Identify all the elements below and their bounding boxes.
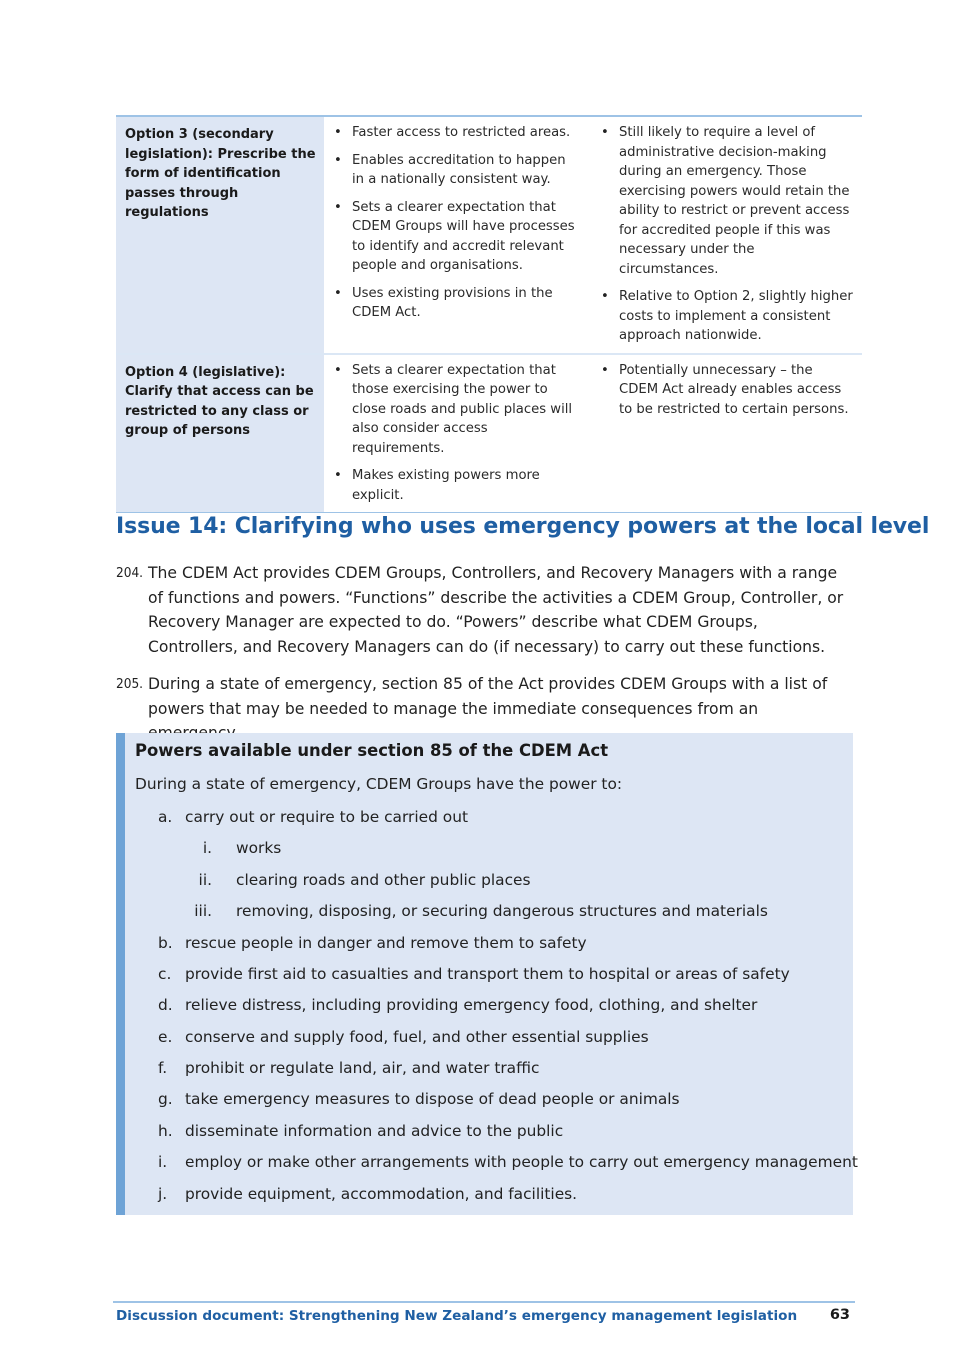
list-item: • Enables accreditation to happen in a nationally consistent way. xyxy=(332,151,581,190)
list-item: • Uses existing provisions in the CDEM Act. xyxy=(332,284,581,323)
list-marker: iii. xyxy=(194,902,212,920)
list-marker: j. xyxy=(158,1185,168,1203)
list-item-text: works xyxy=(236,839,282,857)
list-item-text: conserve and supply food, fuel, and other essential supplies xyxy=(185,1028,649,1046)
list-item: • Potentially unnecessary – the CDEM Act already enables access to be restricted to certain persons. xyxy=(599,361,854,420)
list-marker: i. xyxy=(202,839,212,857)
table-row-option-4 xyxy=(116,354,862,513)
list-item-text: disseminate information and advice to the public xyxy=(185,1122,564,1140)
list-item-text: provide equipment, accommodation, and facilities. xyxy=(185,1185,578,1203)
list-item-text: carry out or require to be carried out xyxy=(185,808,468,826)
list-marker: h. xyxy=(158,1122,173,1140)
paragraph-number: 205. xyxy=(116,676,144,692)
list-marker: e. xyxy=(158,1028,173,1046)
table-row-option-3 xyxy=(116,116,862,354)
list-marker: c. xyxy=(158,965,172,983)
option-label: Option 4 (legislative): Clarify that access can be restricted to any class or group of persons xyxy=(116,354,324,513)
list-item-text: provide first aid to casualties and transport them to hospital or areas of safety xyxy=(185,965,790,983)
list-item: • Faster access to restricted areas. xyxy=(332,123,581,143)
option-drawbacks xyxy=(591,116,862,354)
paragraph-204 xyxy=(116,561,846,659)
list-item-text: relieve distress, including providing emergency food, clothing, and shelter xyxy=(185,996,758,1014)
paragraph-text: The CDEM Act provides CDEM Groups, Controllers, and Recovery Managers with a range of functions and powers. “Functions” describe the activities a CDEM Group, Controller, or Recovery Manager are expected to do. “Powers” describe what CDEM Groups, Controllers, and Recovery Managers can do (if necessary) to carry out these functions. xyxy=(148,564,844,656)
box-intro: During a state of emergency, CDEM Groups have the power to: xyxy=(135,775,623,793)
list-item-text: employ or make other arrangements with people to carry out emergency management xyxy=(185,1153,858,1171)
list-item: • Sets a clearer expectation that those exercising the power to close roads and public places will also consider access requirements. xyxy=(332,361,581,459)
option-label: Option 3 (secondary legislation): Prescribe the form of identification passes through regulations xyxy=(116,116,324,354)
list-item: • Makes existing powers more explicit. xyxy=(332,466,581,505)
list-item-text: rescue people in danger and remove them to safety xyxy=(185,934,587,952)
paragraph-number: 204. xyxy=(116,565,144,581)
footer-divider xyxy=(113,1301,855,1303)
page-number: 63 xyxy=(829,1307,850,1323)
list-marker: b. xyxy=(158,934,173,952)
list-marker: d. xyxy=(158,996,173,1014)
list-item: • Sets a clearer expectation that CDEM Groups will have processes to identify and accredit relevant people and organisations. xyxy=(332,198,581,276)
list-marker: i. xyxy=(158,1153,168,1171)
footer-document-title: Discussion document: Strengthening New Zealand’s emergency management legislation xyxy=(116,1308,798,1324)
list-item-text: prohibit or regulate land, air, and water traffic xyxy=(185,1059,540,1077)
list-marker: ii. xyxy=(198,871,212,889)
list-marker: g. xyxy=(158,1090,173,1108)
list-item-text: removing, disposing, or securing dangerous structures and materials xyxy=(236,902,768,920)
issue-heading: Issue 14: Clarifying who uses emergency powers at the local level xyxy=(116,514,930,539)
powers-callout-box xyxy=(116,733,858,1215)
list-marker: f. xyxy=(158,1059,168,1077)
list-marker: a. xyxy=(158,808,173,826)
list-item-text: clearing roads and other public places xyxy=(236,871,531,889)
option-benefits xyxy=(324,116,591,354)
box-title: Powers available under section 85 of the CDEM Act xyxy=(135,741,609,760)
option-benefits xyxy=(324,354,591,513)
option-drawbacks xyxy=(591,354,862,513)
list-item: • Relative to Option 2, slightly higher costs to implement a consistent approach nationwide. xyxy=(599,287,854,346)
list-item: • Still likely to require a level of administrative decision-making during an emergency. Those exercising powers would retain the ability to restrict or prevent access for accredited people if this was necessary under the circumstances. xyxy=(599,123,854,279)
list-item-text: take emergency measures to dispose of dead people or animals xyxy=(185,1090,680,1108)
options-table xyxy=(116,115,862,513)
paragraph-text: During a state of emergency, section 85 of the Act provides CDEM Groups with a list of powers that may be needed to manage the immediate consequences from an xyxy=(148,675,828,718)
